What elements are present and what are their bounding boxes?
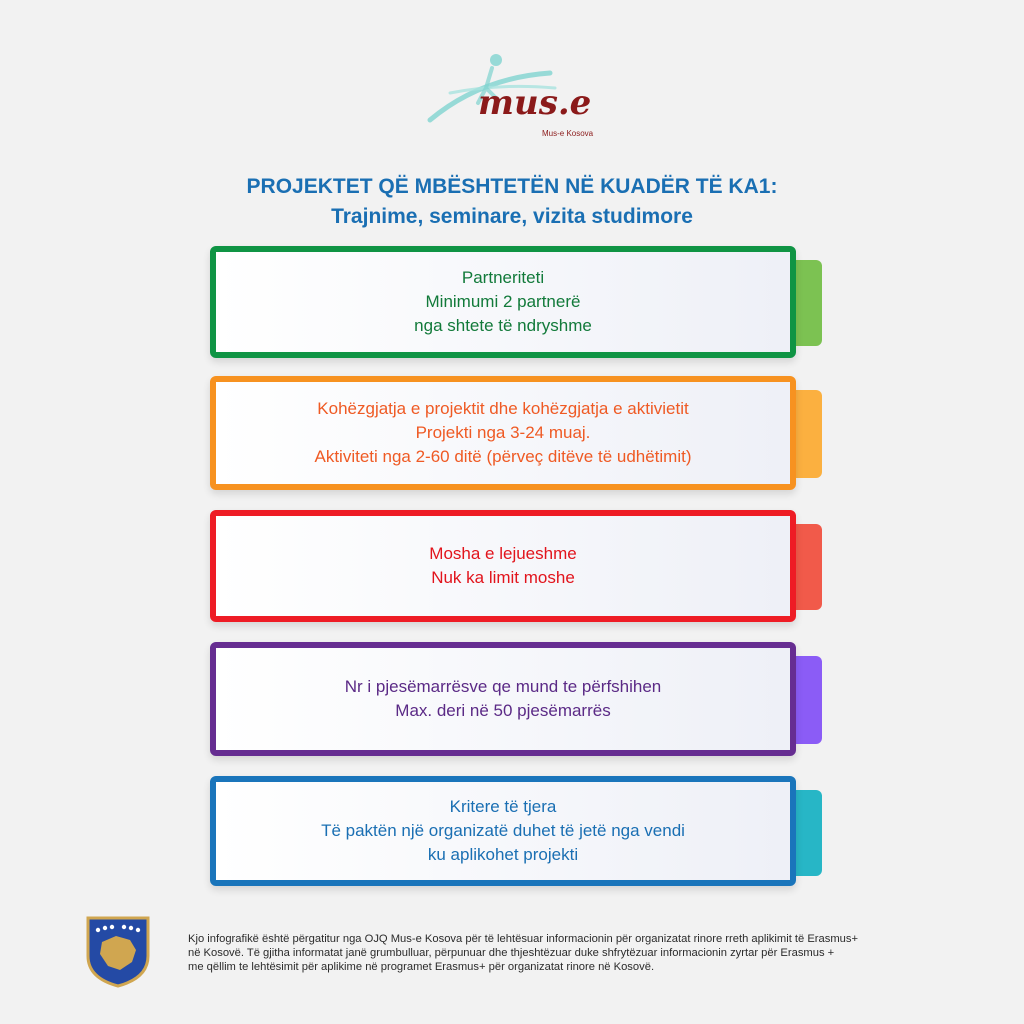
card-line: Të paktën një organizatë duhet të jetë nga vendi bbox=[321, 821, 685, 840]
card-line: Aktiviteti nga 2-60 ditë (përveç ditëve të udhëtimit) bbox=[314, 447, 692, 466]
card-line: Partneriteti bbox=[461, 268, 545, 287]
card-participants bbox=[210, 642, 822, 760]
title-line-1: PROJEKTET QË MBËSHTETËN NË KUADËR TË KA1: bbox=[246, 175, 778, 198]
card-tab bbox=[792, 260, 822, 346]
footer-line: në Kosovë. Të gjitha informatat janë grumbulluar, përpunuar dhe thjeshtëzuar duke shfrytëzuar informacionin zyrtar për Erasmus + bbox=[188, 947, 835, 959]
card-line: Minimumi 2 partnerë bbox=[425, 292, 581, 311]
card-box bbox=[210, 510, 796, 622]
page-title bbox=[0, 172, 1024, 232]
logo-subtitle: Mus-e Kosova bbox=[542, 129, 594, 138]
card-line: ku aplikohet projekti bbox=[427, 845, 579, 864]
card-line: Kohëzgjatja e projektit dhe kohëzgjatja e aktivietit bbox=[317, 399, 689, 418]
title-line-2: Trajnime, seminare, vizita studimore bbox=[331, 205, 693, 228]
card-other-criteria bbox=[210, 776, 822, 890]
card-line: nga shtete të ndryshme bbox=[414, 316, 592, 335]
card-box bbox=[210, 246, 796, 358]
logo-brand: mus.e bbox=[478, 83, 592, 123]
footer-text bbox=[188, 932, 988, 974]
card-tab bbox=[792, 790, 822, 876]
card-line: Nr i pjesëmarrësve qe mund te përfshihen bbox=[344, 677, 662, 696]
card-duration bbox=[210, 376, 822, 494]
kosovo-coat-of-arms-icon bbox=[86, 916, 150, 988]
card-line: Nuk ka limit moshe bbox=[431, 568, 575, 587]
card-box bbox=[210, 376, 796, 490]
card-line: Projekti nga 3-24 muaj. bbox=[415, 423, 591, 442]
card-line: Max. deri në 50 pjesëmarrës bbox=[395, 701, 611, 720]
card-tab bbox=[792, 656, 822, 744]
card-age bbox=[210, 510, 822, 626]
card-tab bbox=[792, 524, 822, 610]
footer-line: Kjo infografikë është përgatitur nga OJQ Mus-e Kosova për të lehtësuar informacionin për organizatat rinore rreth aplikimit të Erasmus+ bbox=[188, 933, 859, 945]
card-box bbox=[210, 642, 796, 756]
footer-line: me qëllim te lehtësimit për aplikime në programet Erasmus+ për organizatat rinore në Kosovë. bbox=[188, 961, 655, 973]
card-box bbox=[210, 776, 796, 886]
card-partnership bbox=[210, 246, 822, 362]
card-tab bbox=[792, 390, 822, 478]
card-line: Mosha e lejueshme bbox=[429, 544, 577, 563]
card-line: Kritere të tjera bbox=[449, 797, 557, 816]
